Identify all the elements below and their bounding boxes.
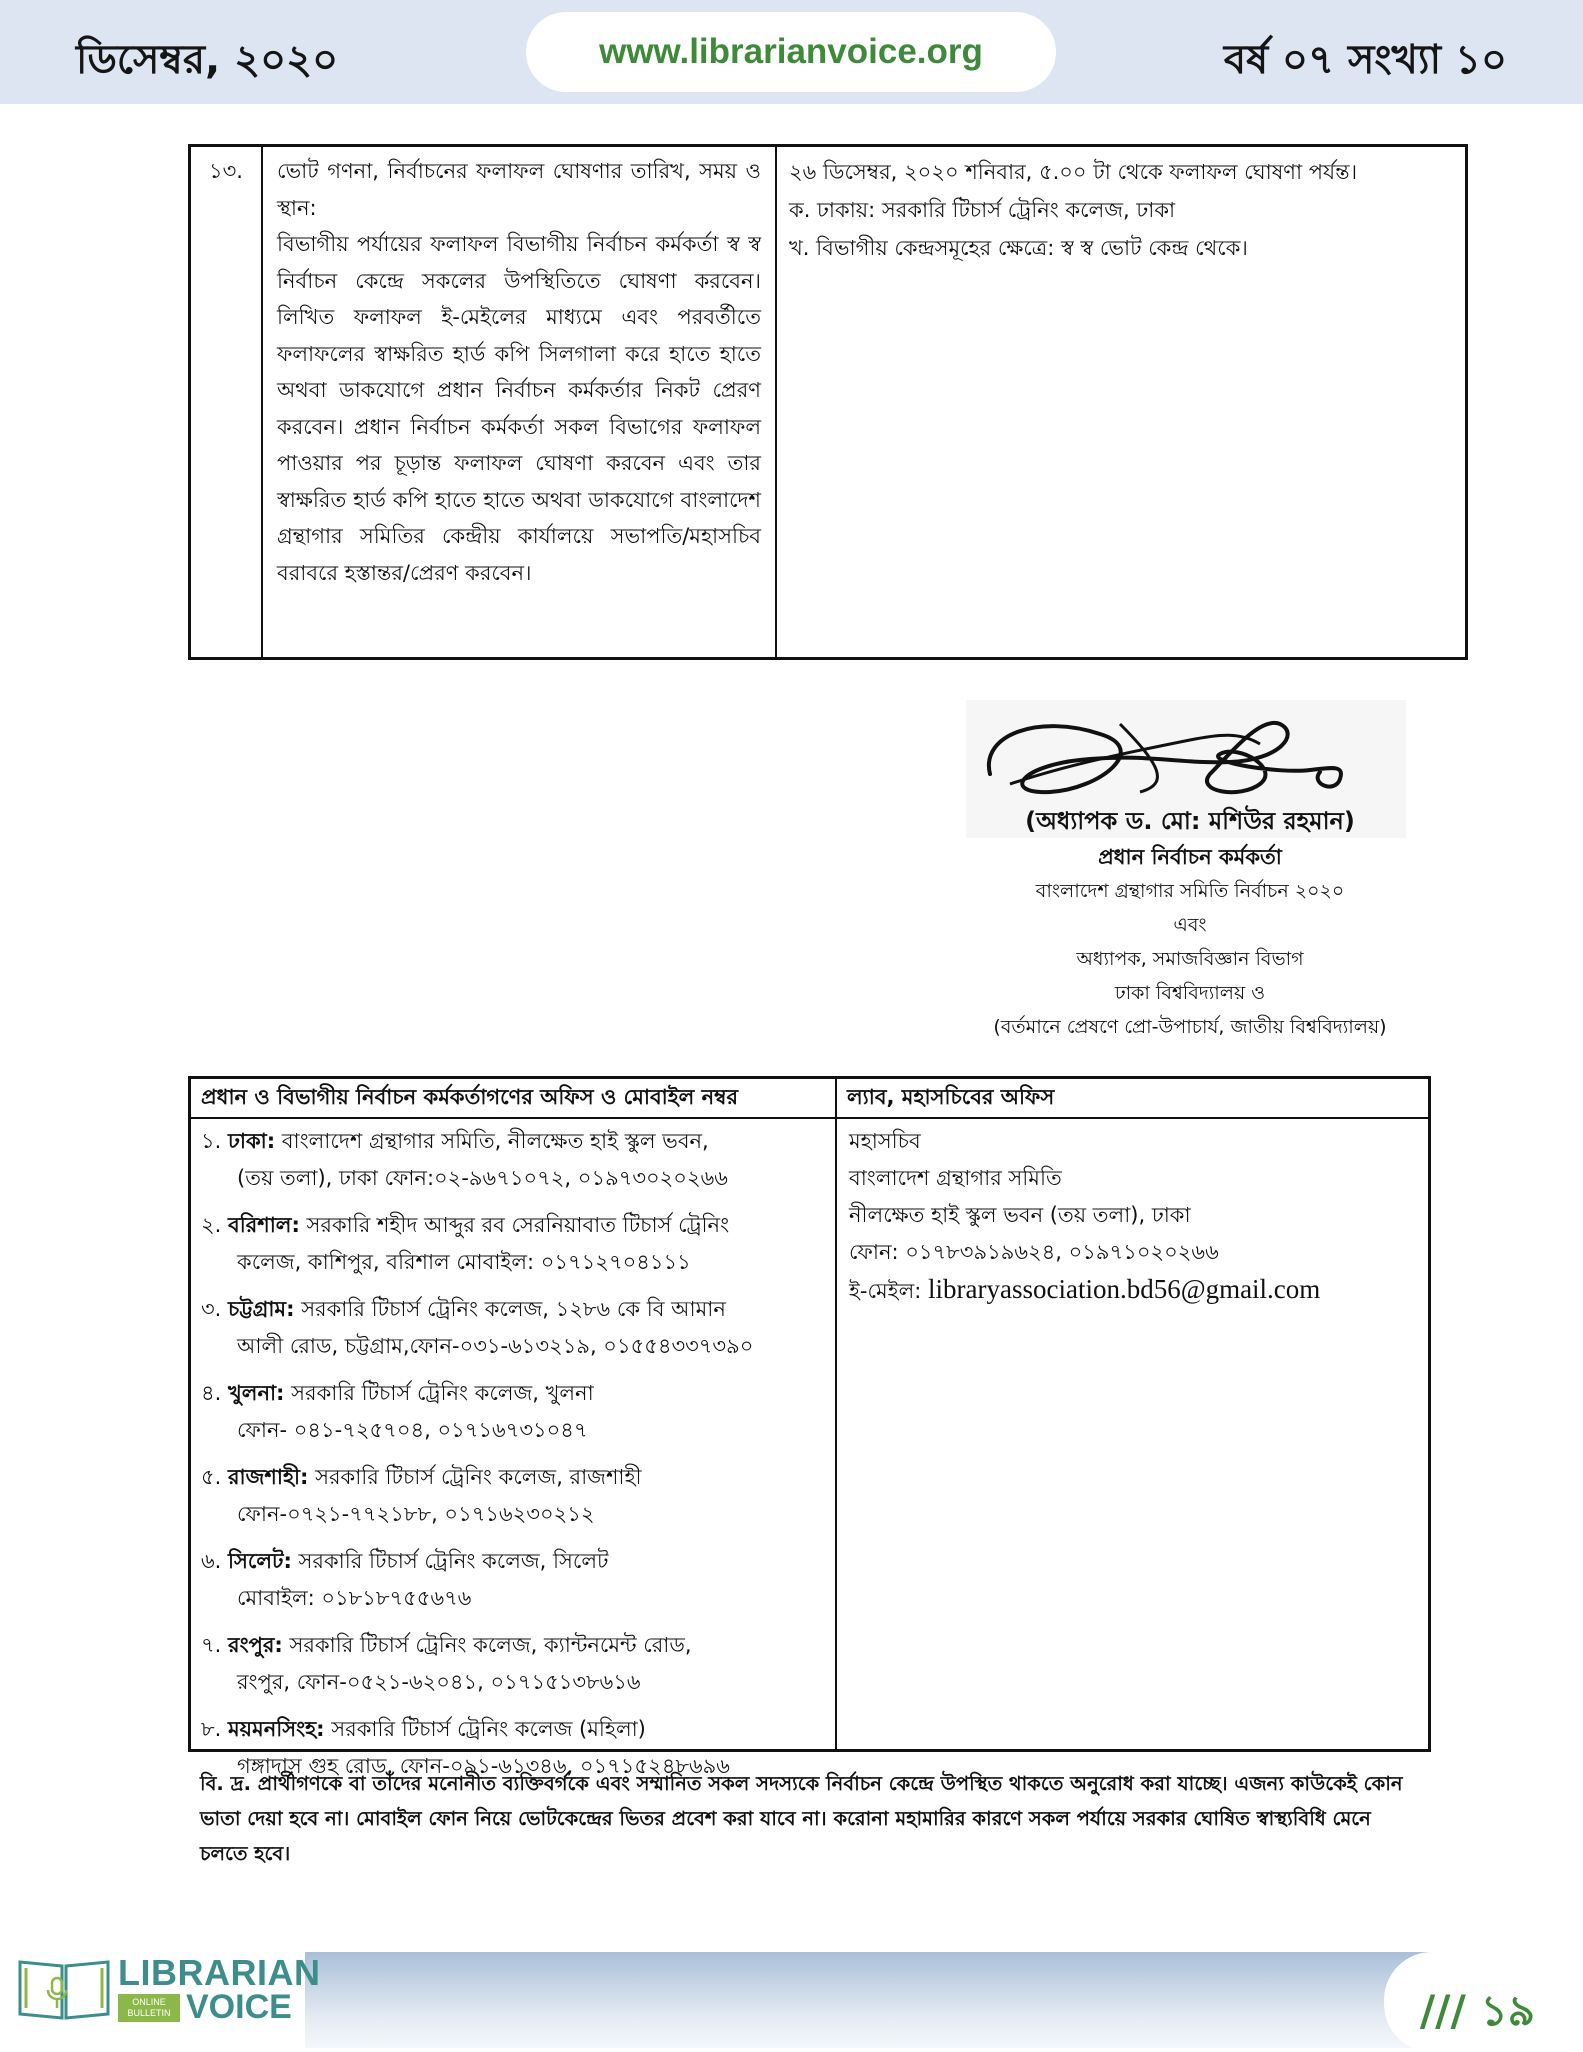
signatory-title: প্রধান নির্বাচন কর্মকর্তা (1098, 845, 1282, 869)
issue-date: ডিসেম্বর, ২০২০ (76, 37, 339, 83)
row-number: ১৩. (191, 147, 263, 657)
office-number: ৮. (201, 1717, 222, 1741)
signatory-line: (বর্তমানে প্রেষণে প্রো-উপাচার্য, জাতীয় বিশ্ববিদ্যালয়) (993, 1016, 1387, 1038)
logo-text-voice: VOICE (186, 1988, 292, 2026)
office-contact: (তয় তলা), ঢাকা ফোন:০২-৯৬৭১০৭২, ০১৯৭৩০২০২৬৬ (237, 1166, 728, 1190)
signatory-line: এবং (1173, 914, 1207, 936)
signature-block (930, 802, 1450, 1044)
office-item (201, 1123, 827, 1197)
email-link[interactable]: libraryassociation.bd56@gmail.com (928, 1274, 1321, 1304)
logo-badge (118, 1994, 180, 2022)
office-city: চট্টগ্রাম: (228, 1297, 295, 1321)
office-contact: রংপুর, ফোন-০৫২১-৬২০৪১, ০১৭১৫১৩৮৬১৬ (237, 1670, 641, 1694)
website-url[interactable]: www.librarianvoice.org (526, 12, 1056, 92)
logo-badge-line: ONLINE (132, 1997, 166, 2007)
row-description (263, 147, 777, 657)
office-number: ৫. (201, 1465, 222, 1489)
office-item (201, 1291, 827, 1365)
contacts-table-header (191, 1079, 1428, 1119)
office-item (201, 1627, 827, 1701)
header-secretary-office: ল্যাব, মহাসচিবের অফিস (847, 1085, 1055, 1109)
office-contact: আলী রোড, চট্টগ্রাম,ফোন-০৩১-৬১৩২১৯, ০১৫৫৪৩৩৭৩৯০ (237, 1334, 754, 1358)
office-number: ৭. (201, 1633, 222, 1657)
office-address: সরকারি টিচার্স ট্রেনিং কলেজ, খুলনা (291, 1381, 594, 1405)
page-header (0, 0, 1583, 104)
office-contact: ফোন-০৭২১-৭৭২১৮৮, ০১৭১৬২৩০২১২ (237, 1502, 595, 1526)
office-contact: গঙ্গাদাস গুহ রোড, ফোন-০৯১-৬১৩৪৬, ০১৭১৫২৪৮৬৯৬ (237, 1754, 730, 1778)
signatory-line: ঢাকা বিশ্ববিদ্যালয় ও (1114, 982, 1266, 1004)
schedule-line: ক. ঢাকায়: সরকারি টিচার্স ট্রেনিং কলেজ, ঢাকা (789, 198, 1176, 222)
office-address: সরকারি টিচার্স ট্রেনিং কলেজ, ক্যান্টনমেন্ট রোড, (289, 1633, 692, 1657)
librarian-voice-logo (14, 1948, 321, 2028)
office-item (201, 1543, 827, 1617)
signatory-name: (অধ্যাপক ড. মো: মশিউর রহমান) (1025, 807, 1355, 835)
open-book-icon (14, 1948, 114, 2024)
office-address: সরকারি শহীদ আব্দুর রব সেরনিয়াবাত টিচার্স ট্রেনিং (306, 1213, 730, 1237)
office-item (201, 1375, 827, 1449)
logo-text-librarian: LIBRARIAN (118, 1952, 321, 1993)
office-city: সিলেট: (228, 1549, 292, 1573)
secretary-line: নীলক্ষেত হাই স্কুল ভবন (তয় তলা), ঢাকা (849, 1203, 1191, 1227)
row-body: বিভাগীয় পর্যায়ের ফলাফল বিভাগীয় নির্বাচন কর্মকর্তা স্ব স্ব নির্বাচন কেন্দ্রে সকলের উপস্থিতিতে ঘোষণা করবেন। লিখিত ফলাফল ই-মেইলের মাধ্যমে এবং পরবর্তীতে ফলাফলের স্বাক্ষরিত হার্ড কপি সিলগালা করে হাতে হাতে অথবা ডাকযোগে প্রধান নির্বাচন কর্মকর্তার নিকট প্রেরণ করবেন। প্রধান নির্বাচন কর্মকর্তা সকল বিভাগের ফলাফল পাওয়ার পর চূড়ান্ত ফলাফল ঘোষণা করবেন এবং তার স্বাক্ষরিত হার্ড কপি হাতে হাতে অথবা ডাকযোগে বাংলাদেশ গ্রন্থাগার সমিতির কেন্দ্রীয় কার্যালয়ে সভাপতি/মহাসচিব বরাবরে হস্তান্তর/প্রেরণ করবেন। (277, 232, 761, 585)
office-number: ২. (201, 1213, 222, 1237)
office-city: বরিশাল: (228, 1213, 300, 1237)
signatory-line: বাংলাদেশ গ্রন্থাগার সমিতি নির্বাচন ২০২০ (1035, 880, 1345, 902)
schedule-line: ২৬ ডিসেম্বর, ২০২০ শনিবার, ৫.০০ টা থেকে ফলাফল ঘোষণা পর্যন্ত। (789, 160, 1358, 184)
office-address: সরকারি টিচার্স ট্রেনিং কলেজ (মহিলা) (331, 1717, 646, 1741)
office-city: খুলনা: (228, 1381, 285, 1405)
office-contact: কলেজ, কাশিপুর, বরিশাল মোবাইল: ০১৭১২৭০৪১১১ (237, 1250, 691, 1274)
office-list (191, 1119, 837, 1778)
secretary-office (837, 1119, 1428, 1751)
office-city: ঢাকা: (228, 1129, 276, 1153)
schedule-line: খ. বিভাগীয় কেন্দ্রসমূহের ক্ষেত্রে: স্ব স্ব ভোট কেন্দ্র থেকে। (789, 236, 1248, 260)
page-number: /// ১৯ (1419, 1986, 1535, 2035)
logo-badge-line: BULLETIN (127, 2008, 171, 2018)
office-contact: মোবাইল: ০১৮১৮৭৫৫৬৭৬ (237, 1586, 472, 1610)
secretary-line: মহাসচিব (849, 1129, 921, 1153)
header-offices: প্রধান ও বিভাগীয় নির্বাচন কর্মকর্তাগণের অফিস ও মোবাইল নম্বর (191, 1079, 837, 1117)
secretary-line: বাংলাদেশ গ্রন্থাগার সমিতি (849, 1166, 1062, 1190)
email-label: ই-মেইল: (849, 1279, 922, 1303)
contacts-table (188, 1076, 1431, 1778)
office-number: ৬. (201, 1549, 222, 1573)
row-title: ভোট গণনা, নির্বাচনের ফলাফল ঘোষণার তারিখ, সময় ও স্থান: (277, 159, 761, 220)
office-contact: ফোন- ০৪১-৭২৫৭০৪, ০১৭১৬৭৩১০৪৭ (237, 1418, 588, 1442)
footnote: বি. দ্র. প্রার্থীগণকে বা তাঁদের মনোনীত ব্যক্তিবর্গকে এবং সম্মানিত সকল সদস্যকে নির্বাচন কেন্দ্রে উপস্থিত থাকতে অনুরোধ করা যাচ্ছে। এজন্য কাউকেই কোন ভাতা দেয়া হবে না। মোবাইল ফোন নিয়ে ভোটকেন্দ্রের ভিতর প্রবেশ করা যাবে না। করোনা মহামারির কারণে সকল পর্যায়ে সরকার ঘোষিত স্বাস্থ্যবিধি মেনে চলতে হবে। (200, 1772, 1403, 1865)
office-number: ১. (201, 1129, 222, 1153)
contacts-table-body (191, 1119, 1428, 1778)
office-address: সরকারি টিচার্স ট্রেনিং কলেজ, রাজশাহী (315, 1465, 642, 1489)
office-address: বাংলাদেশ গ্রন্থাগার সমিতি, নীলক্ষেত হাই স্কুল ভবন, (281, 1129, 709, 1153)
office-number: ৩. (201, 1297, 222, 1321)
office-city: ময়মনসিংহ: (228, 1717, 325, 1741)
office-address: সরকারি টিচার্স ট্রেনিং কলেজ, সিলেট (298, 1549, 609, 1573)
office-city: রাজশাহী: (228, 1465, 309, 1489)
office-item (201, 1207, 827, 1281)
schedule-table-row (188, 144, 1468, 660)
office-item (201, 1459, 827, 1533)
office-address: সরকারি টিচার্স ট্রেনিং কলেজ, ১২৮৬ কে বি আমান (301, 1297, 726, 1321)
signatory-line: অধ্যাপক, সমাজবিজ্ঞান বিভাগ (1076, 948, 1304, 970)
secretary-line: ফোন: ০১৭৮৩৯১৯৬২৪, ০১৯৭১০২০২৬৬ (849, 1240, 1219, 1264)
issue-number: বর্ষ ০৭ সংখ্যা ১০ (1223, 37, 1507, 83)
office-city: রংপুর: (228, 1633, 283, 1657)
secretary-email-row (849, 1271, 1418, 1310)
row-schedule (777, 147, 1465, 657)
office-number: ৪. (201, 1381, 222, 1405)
handwritten-signature (980, 704, 1360, 814)
